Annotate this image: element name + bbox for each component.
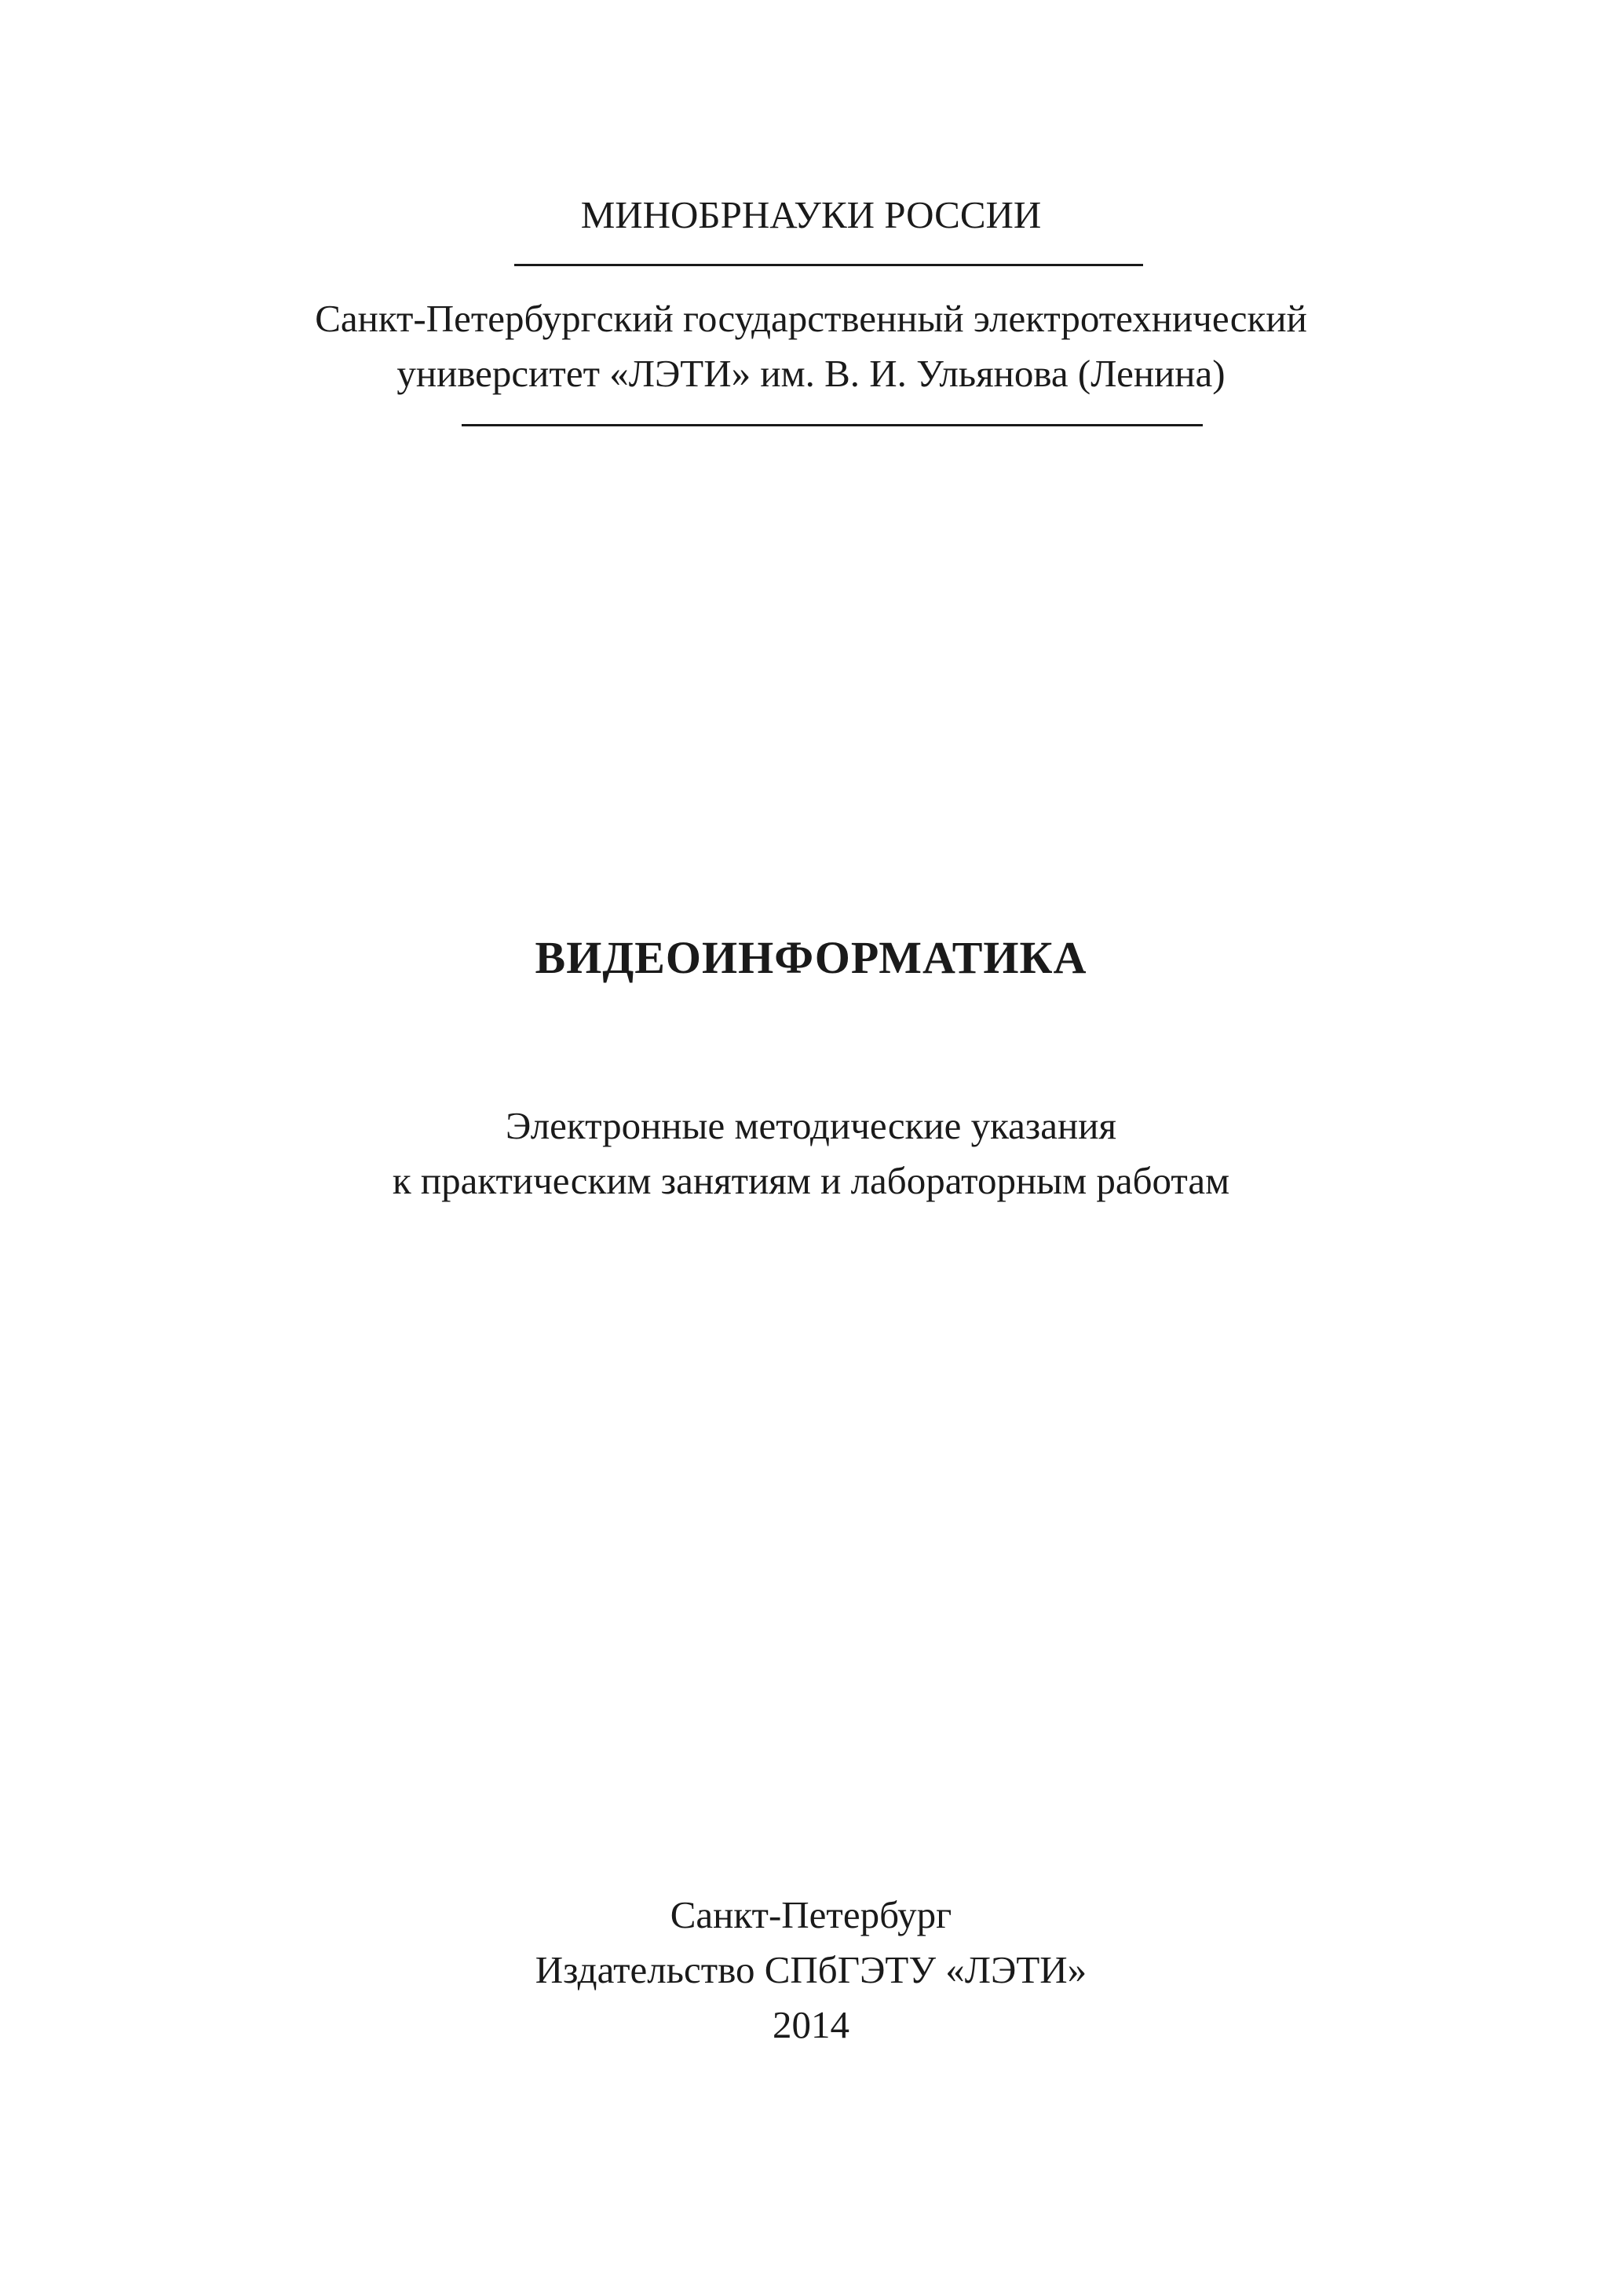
- header-divider-top: [514, 264, 1143, 266]
- header-divider-bottom: [462, 424, 1203, 426]
- university-name-line1: Санкт-Петербургский государственный электротехнический: [315, 297, 1307, 340]
- university-name-line2: университет «ЛЭТИ» им. В. И. Ульянова (Ленина): [396, 352, 1226, 395]
- ministry-name: МИНОБРНАУКИ РОССИИ: [580, 193, 1042, 236]
- publisher-name: Издательство СПбГЭТУ «ЛЭТИ»: [535, 1948, 1087, 1991]
- publication-year: 2014: [773, 2003, 849, 2046]
- document-subtitle-line1: Электронные методические указания: [506, 1104, 1116, 1147]
- document-title: ВИДЕОИНФОРМАТИКА: [535, 932, 1087, 983]
- publication-city: Санкт-Петербург: [670, 1893, 952, 1936]
- document-subtitle-line2: к практическим занятиям и лабораторным работам: [392, 1159, 1230, 1202]
